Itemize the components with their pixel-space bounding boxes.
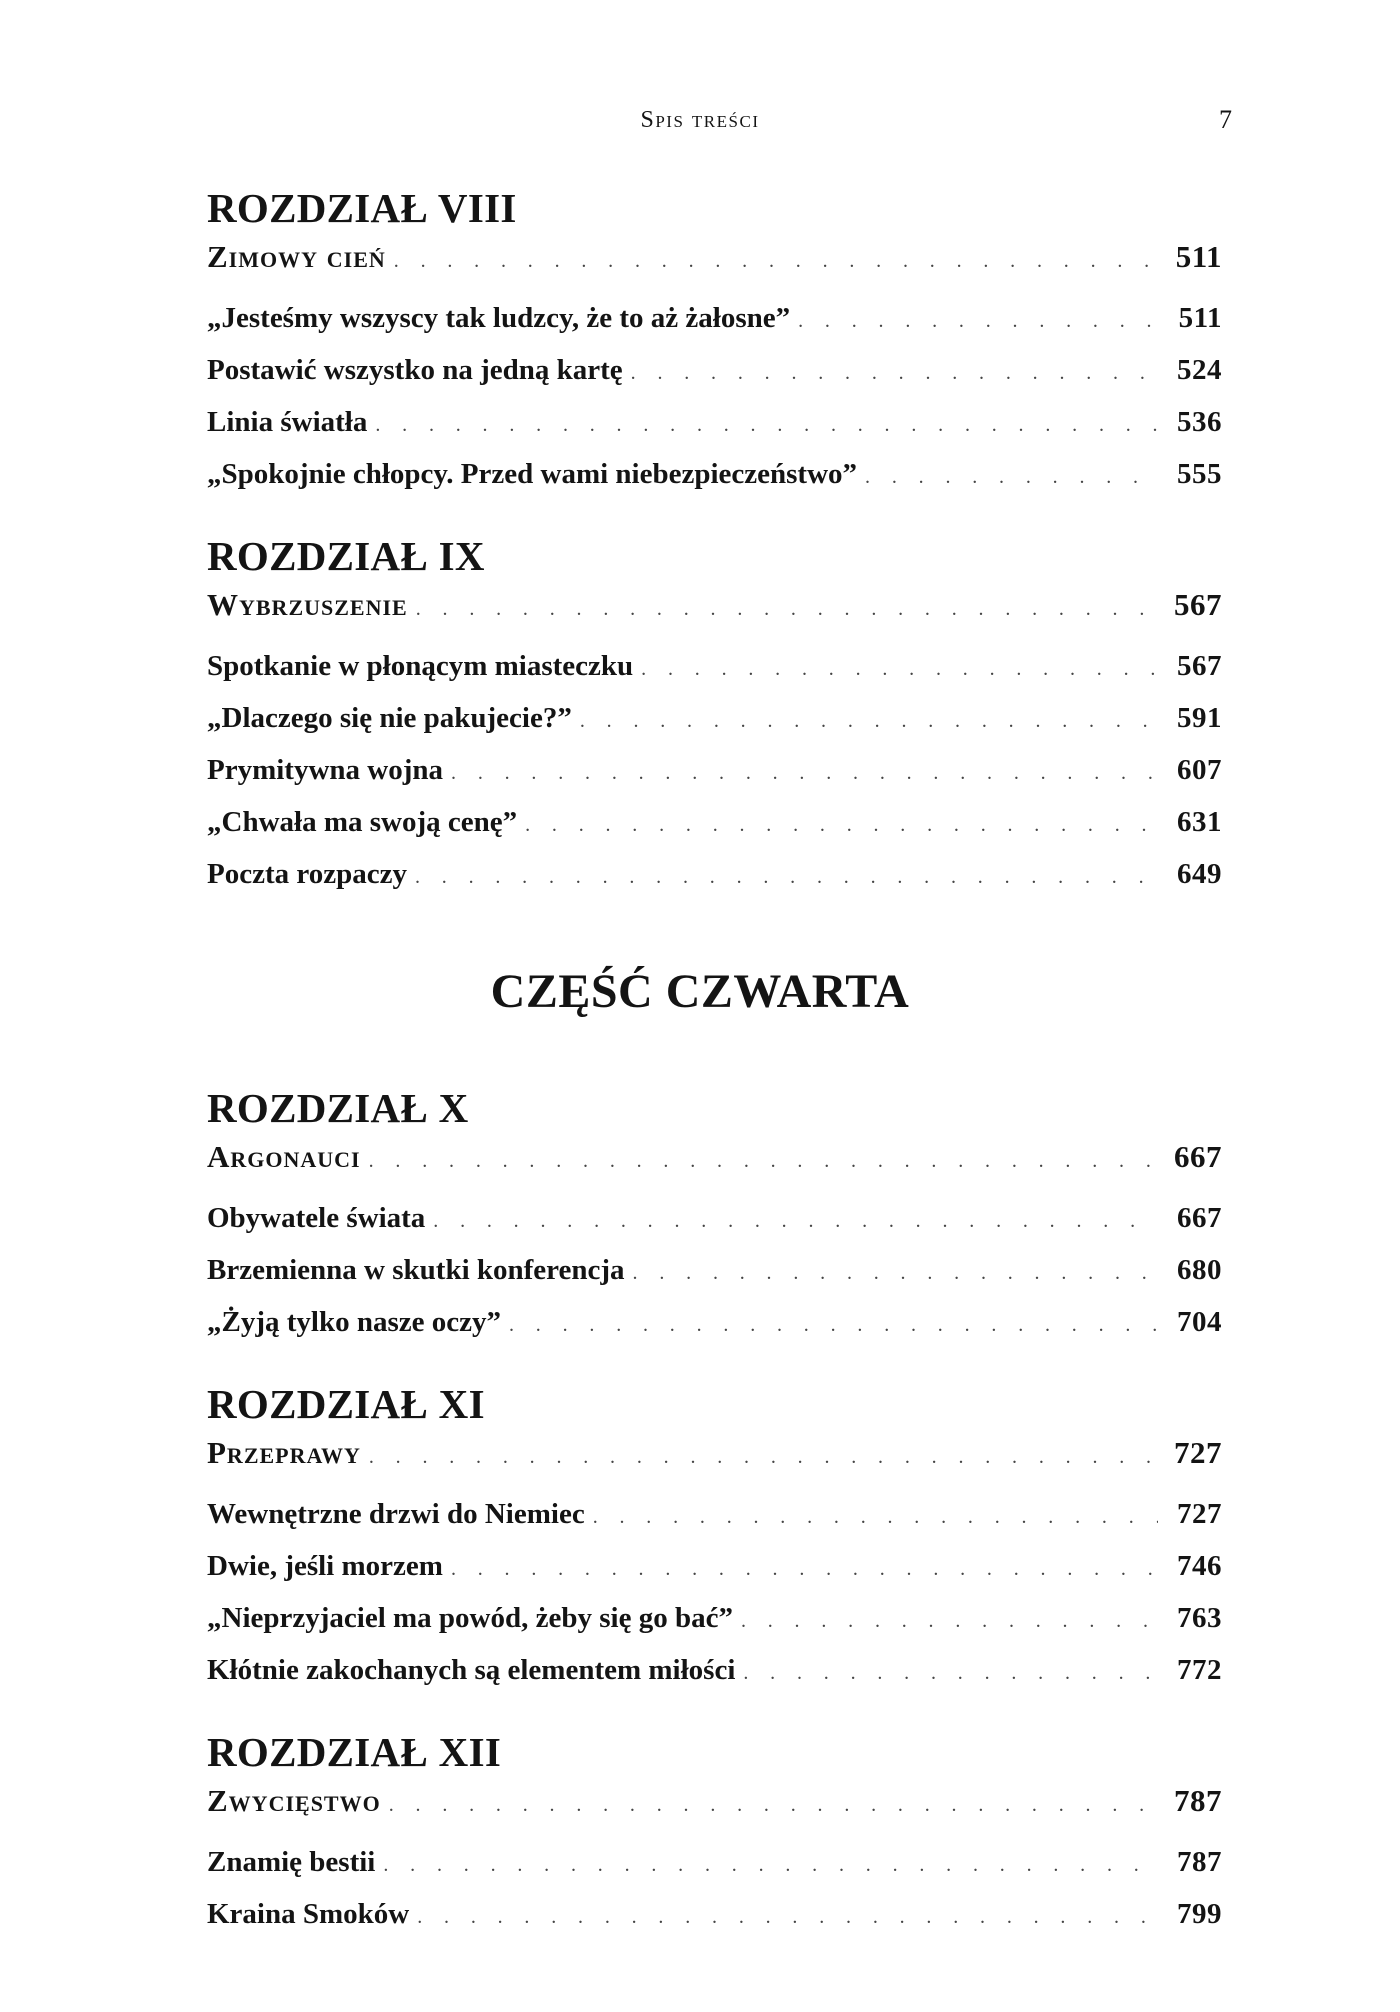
entry-title: Poczta rozpaczy (207, 858, 407, 890)
entry-page: 649 (1177, 858, 1222, 890)
dot-leader (865, 451, 1158, 503)
entry-title: Postawić wszystko na jedną kartę (207, 354, 623, 386)
running-title: Spis treści (640, 107, 760, 133)
chapter-xi (207, 1378, 1222, 1696)
entry-page: 704 (1177, 1306, 1222, 1338)
entry-title: Wewnętrzne drzwi do Niemiec (207, 1498, 585, 1530)
chapter-main-entry (207, 1778, 1222, 1824)
dot-leader (389, 1782, 1158, 1828)
running-head (0, 100, 1400, 140)
entry-page: 727 (1177, 1498, 1222, 1530)
dot-leader (593, 1491, 1158, 1543)
part-heading: CZĘŚĆ CZWARTA (490, 965, 910, 1018)
entry-title: Zimowy cień (207, 239, 386, 274)
dot-leader (383, 1839, 1158, 1891)
entry-title: „Jesteśmy wszyscy tak ludzcy, że to aż żałosne” (207, 302, 791, 334)
toc-entry (207, 1488, 1222, 1540)
toc-entry (207, 448, 1222, 500)
toc-entry (207, 1644, 1222, 1696)
entry-page: 567 (1174, 587, 1222, 622)
dot-leader (415, 851, 1158, 903)
page-number: 7 (1219, 105, 1232, 134)
toc-entry (207, 1888, 1222, 1940)
entry-page: 799 (1177, 1898, 1222, 1930)
dot-leader (633, 1247, 1158, 1299)
chapter-heading: ROZDZIAŁ VIII (207, 185, 517, 231)
entry-page: 772 (1177, 1654, 1222, 1686)
toc-entry (207, 692, 1222, 744)
chapter-ix (207, 530, 1222, 900)
toc-entry (207, 640, 1222, 692)
dot-leader (394, 238, 1158, 284)
table-of-contents (207, 182, 1222, 1940)
entry-title: Kłótnie zakochanych są elementem miłości (207, 1654, 736, 1686)
chapter-heading: ROZDZIAŁ IX (207, 533, 485, 579)
entry-title: Brzemienna w skutki konferencja (207, 1254, 625, 1286)
dot-leader (369, 1434, 1158, 1480)
entry-title: Linia światła (207, 406, 368, 438)
chapter-x (207, 1082, 1222, 1348)
entry-page: 591 (1177, 702, 1222, 734)
toc-entry (207, 344, 1222, 396)
entry-page: 511 (1178, 302, 1222, 334)
entry-title: Obywatele świata (207, 1202, 426, 1234)
entry-title: Znamię bestii (207, 1846, 376, 1878)
entry-title: Dwie, jeśli morzem (207, 1550, 443, 1582)
entry-page: 787 (1174, 1783, 1222, 1818)
entry-page: 511 (1175, 239, 1222, 274)
entry-page: 607 (1177, 754, 1222, 786)
toc-entry (207, 1836, 1222, 1888)
entry-title: „Chwała ma swoją cenę” (207, 806, 518, 838)
chapter-heading: ROZDZIAŁ XI (207, 1381, 485, 1427)
entry-page: 680 (1177, 1254, 1222, 1286)
dot-leader (580, 695, 1158, 747)
chapter-main-entry (207, 582, 1222, 628)
dot-leader (509, 1299, 1158, 1351)
entry-title: Przeprawy (207, 1435, 361, 1470)
dot-leader (741, 1595, 1158, 1647)
toc-entry (207, 1592, 1222, 1644)
entry-page: 727 (1174, 1435, 1222, 1470)
entry-title: „Dlaczego się nie pakujecie?” (207, 702, 572, 734)
chapter-main-entry (207, 1134, 1222, 1180)
entry-page: 746 (1177, 1550, 1222, 1582)
toc-entry (207, 1192, 1222, 1244)
dot-leader (451, 747, 1158, 799)
entry-page: 667 (1174, 1139, 1222, 1174)
dot-leader (798, 295, 1158, 347)
chapter-main-entry (207, 234, 1222, 280)
entry-title: Prymitywna wojna (207, 754, 444, 786)
chapter-heading: ROZDZIAŁ XII (207, 1729, 502, 1775)
entry-title: Kraina Smoków (207, 1898, 410, 1930)
dot-leader (433, 1195, 1158, 1247)
dot-leader (451, 1543, 1158, 1595)
toc-entry (207, 796, 1222, 848)
entry-page: 555 (1177, 458, 1222, 490)
entry-title: Wybrzuszenie (207, 587, 408, 622)
toc-entry (207, 396, 1222, 448)
entry-title: „Żyją tylko nasze oczy” (207, 1306, 501, 1338)
dot-leader (641, 643, 1158, 695)
dot-leader (525, 799, 1158, 851)
dot-leader (375, 399, 1158, 451)
entry-title: Argonauci (207, 1139, 361, 1174)
toc-entry (207, 1540, 1222, 1592)
entry-page: 763 (1177, 1602, 1222, 1634)
chapter-heading: ROZDZIAŁ X (207, 1085, 469, 1131)
dot-leader (631, 347, 1158, 399)
entry-page: 524 (1177, 354, 1222, 386)
entry-page: 536 (1177, 406, 1222, 438)
toc-entry (207, 292, 1222, 344)
toc-entry (207, 1244, 1222, 1296)
chapter-xii (207, 1726, 1222, 1940)
entry-page: 567 (1177, 650, 1222, 682)
dot-leader (369, 1138, 1158, 1184)
entry-page: 787 (1177, 1846, 1222, 1878)
entry-title: „Nieprzyjaciel ma powód, żeby się go bać” (207, 1602, 733, 1634)
entry-title: „Spokojnie chłopcy. Przed wami niebezpieczeństwo” (207, 458, 858, 490)
entry-title: Zwycięstwo (207, 1783, 381, 1818)
chapter-viii (207, 182, 1222, 500)
dot-leader (416, 586, 1158, 632)
entry-page: 667 (1177, 1202, 1222, 1234)
dot-leader (743, 1647, 1158, 1699)
toc-entry (207, 848, 1222, 900)
chapter-main-entry (207, 1430, 1222, 1476)
dot-leader (417, 1891, 1158, 1943)
toc-entry (207, 744, 1222, 796)
toc-entry (207, 1296, 1222, 1348)
entry-page: 631 (1177, 806, 1222, 838)
entry-title: Spotkanie w płonącym miasteczku (207, 650, 634, 682)
